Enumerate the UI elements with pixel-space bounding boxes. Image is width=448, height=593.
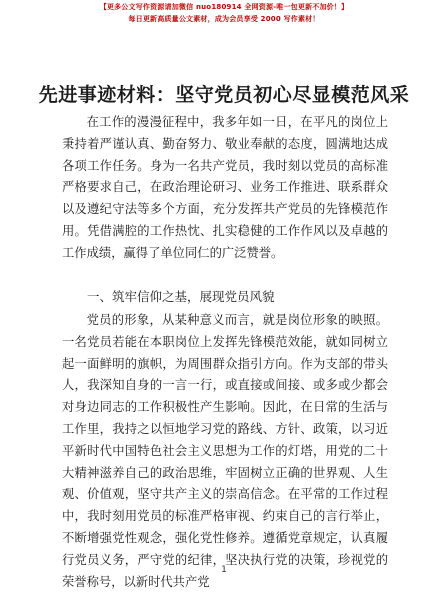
paragraph-intro: 在工作的漫漫征程中，我多年如一日，在平凡的岗位上秉持着严谨认真、勤奋努力、敬业奉献的态度，圆满地达成各项工作任务。身为一名共产党员，我时刻以党员的高标准严格要求自己，在政治理论研习、业务工作推进、联系群众以及遵纪守法等多个方面，充分发挥共产党员的先锋模范作用。凭借满腔的工作热忱、扎实稳健的工作作风以及卓越的工作成绩，赢得了单位同仁的广泛赞誉。	[62, 115, 388, 260]
promo-banner-line2: 每日更新高质量公文素材，成为会员享受 2000 写作素材！	[128, 15, 320, 23]
document-title: 先进事迹材料：坚守党员初心尽显模范风采	[38, 84, 410, 106]
page-number: 1	[221, 565, 227, 575]
section-heading-1: 一、筑牢信仰之基，展现党员风貌	[87, 289, 275, 304]
promo-banner-line1: 【更多公文写作资源请加微信 nuo180914 全网资源-唯一包更新不加价！】	[99, 3, 349, 11]
paragraph-section1: 党员的形象，从某种意义而言，就是岗位形象的映照。一名党员若能在本职岗位上发挥先锋模范效能，就如同树立起一面鲜明的旗帜，为周围群众指引方向。作为支部的带头人，我深知自身的一言一行，或直接或间接、或多或少都会对身边同志的工作积极性产生影响。因此，在日常的生活与工作里，我持之以恒地学习党的路线、方针、政策，以习近平新时代中国特色社会主义思想为工作的灯塔，用党的二十大精神滋养自己的政治思维，牢固树立正确的世界观、人生观、价值观，坚守共产主义的崇高信念。在平常的工作过程中，我时刻用党员的标准严格审视、约束自己的言行举止，不断增强党性观念，强化党性修养。遵循党章规定，认真履行党员义务，严守党的纪律，坚决执行党的决策，珍视党的荣誉称号，以新时代共产党	[62, 313, 388, 589]
